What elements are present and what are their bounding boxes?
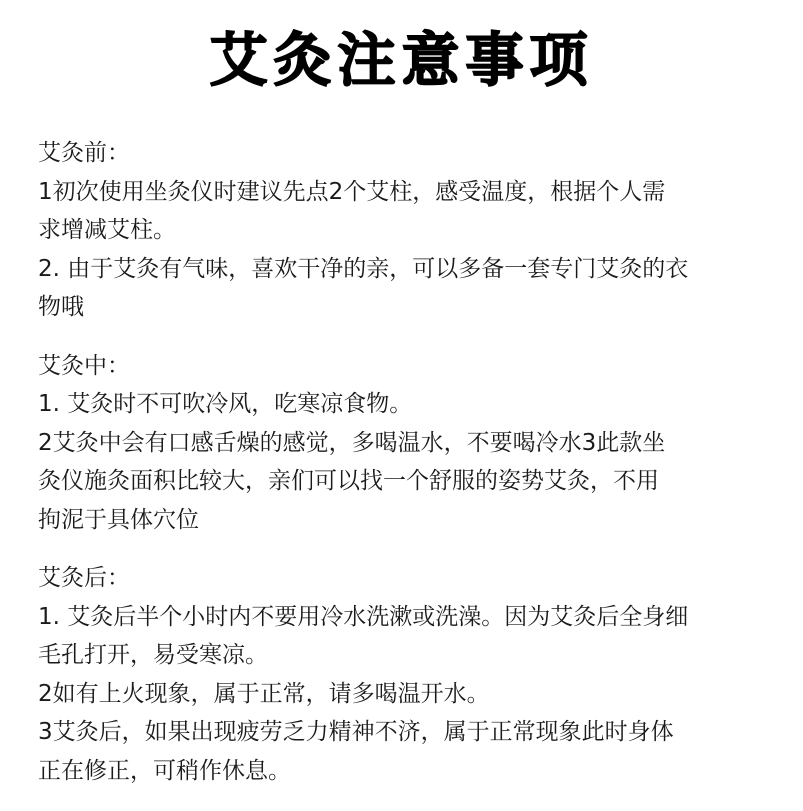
section-heading: 艾灸中： (38, 352, 130, 379)
note-line: 1初次使用坐灸仪时建议先点2个艾柱，感受温度，根据个人需 (38, 178, 666, 205)
note-line: 1. 艾灸时不可吹冷风，吃寒凉食物。 (38, 391, 413, 417)
note-line: 2如有上火现象，属于正常，请多喝温开水。 (38, 680, 490, 707)
note-line: 拘泥于具体穴位 (38, 506, 199, 533)
note-line: 2. 由于艾灸有气味，喜欢干净的亲，可以多备一套专门艾灸的衣 (38, 255, 689, 282)
note-line: 求增减艾柱。 (38, 217, 176, 243)
section-heading: 艾灸前： (38, 140, 130, 166)
note-line: 1. 艾灸后半个小时内不要用冷水洗漱或洗澡。因为艾灸后全身细 (38, 603, 689, 630)
note-line: 灸仪施灸面积比较大，亲们可以找一个舒服的姿势艾灸，不用 (38, 468, 659, 494)
page-title: 艾灸注意事项 (209, 26, 594, 94)
section-before (38, 134, 768, 327)
note-line: 正在修正，可稍作休息。 (38, 757, 291, 784)
note-line: 毛孔打开，易受寒凉。 (38, 642, 268, 668)
section-after (38, 559, 768, 790)
section-during (38, 347, 768, 540)
note-line: 2艾灸中会有口感舌燥的感觉，多喝温水，不要喝冷水3此款坐 (38, 429, 666, 456)
note-line: 3艾灸后，如果出现疲劳乏力精神不济，属于正常现象此时身体 (38, 719, 674, 745)
section-heading: 艾灸后： (38, 565, 130, 591)
notes-content (38, 134, 768, 810)
note-line: 物哦 (38, 294, 84, 320)
